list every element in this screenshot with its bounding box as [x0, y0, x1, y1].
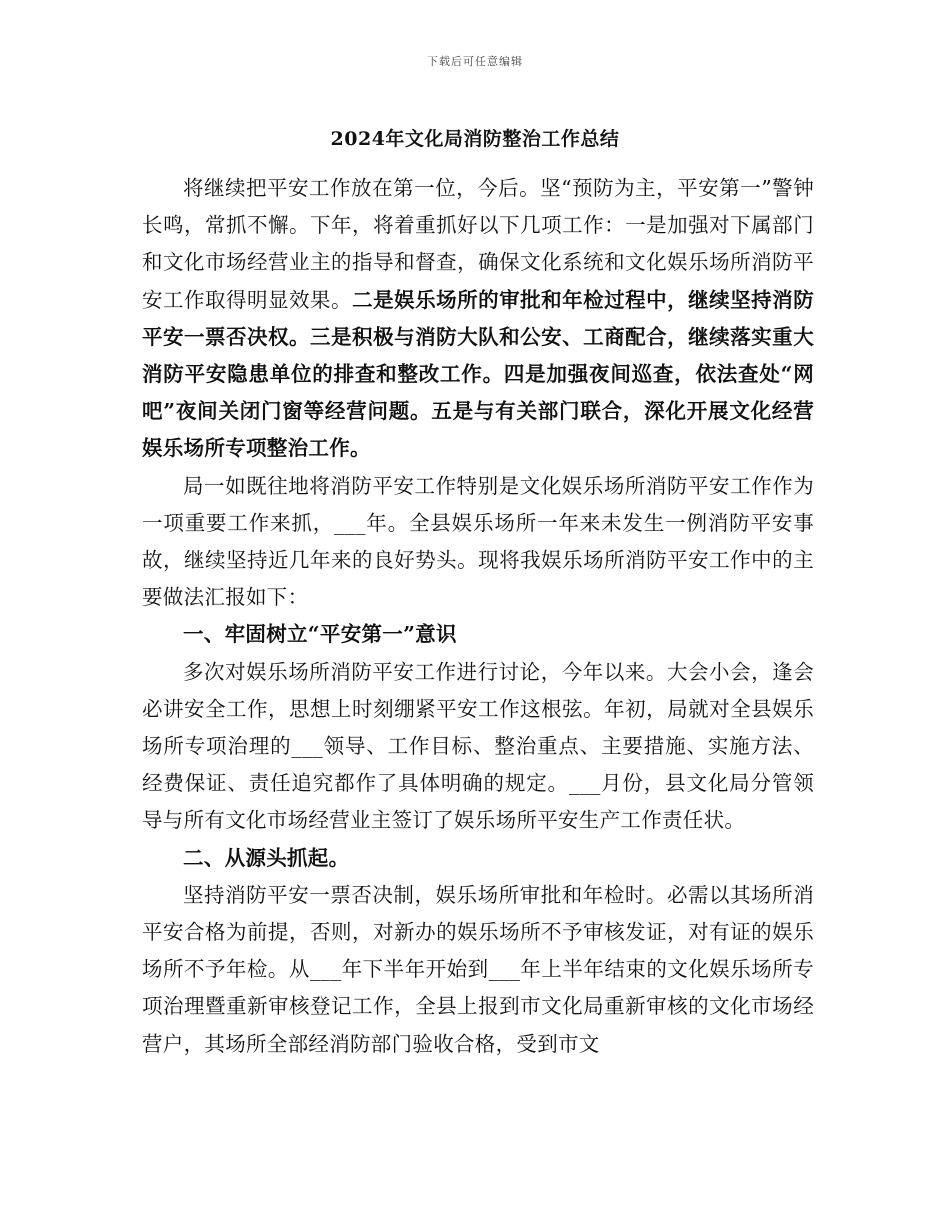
document-title: 2024年文化局消防整治工作总结 [330, 128, 620, 150]
paragraph-1-text: 将继续把平安工作放在第一位，今后。坚“预防为主，平安第一”警钟长鸣，常抓不懈。下年，将着重抓好以下几项工作：一是加强对下属部门和文化市场经营业主的指导和督查，确保文化系统和文化娱乐场所消防平安工作取得明显效果。 [142, 176, 814, 312]
paragraph-3: 多次对娱乐场所消防平安工作进行讨论，今年以来。大会小会，逢会必讲安全工作，思想上时刻绷紧平安工作这根弦。年初，局就对全县娱乐场所专项治理的___领导、工作目标、整治重点、主要措施、实施方法、经费保证、责任追究都作了具体明确的规定。___月份，县文化局分管领导与所有文化市场经营业主签订了娱乐场所平安生产工作责任状。 [142, 659, 814, 833]
section-heading-2: 二、从源头抓起。 [183, 845, 350, 870]
paragraph-4: 坚持消防平安一票否决制，娱乐场所审批和年检时。必需以其场所消平安合格为前提，否则，对新办的娱乐场所不予审核发证，对有证的娱乐场所不予年检。从___年下半年开始到___年上半年结束的文化娱乐场所专项治理暨重新审核登记工作，全县上报到市文化局重新审核的文化市场经营户，其场所全部经消防部门验收合格，受到市文 [142, 882, 814, 1056]
paragraph-1 [142, 170, 814, 468]
header-note: 下载后可任意编辑 [427, 55, 523, 68]
paragraph-1-bold-text: 二是娱乐场所的审批和年检过程中，继续坚持消防平安一票否决权。三是积极与消防大队和公安、工商配合，继续落实重大消防平安隐患单位的排查和整改工作。四是加强夜间巡查，依法查处“网吧”夜间关闭门窗等经营问题。五是与有关部门联合，深化开展文化经营娱乐场所专项整治工作。 [142, 287, 814, 461]
paragraph-2: 局一如既往地将消防平安工作特别是文化娱乐场所消防平安工作作为一项重要工作来抓，___年。全县娱乐场所一年来未发生一例消防平安事故，继续坚持近几年来的良好势头。现将我娱乐场所消防平安工作中的主要做法汇报如下： [142, 473, 814, 610]
document-body [142, 170, 814, 1063]
section-heading-1: 一、牢固树立“平安第一”意识 [183, 622, 457, 647]
